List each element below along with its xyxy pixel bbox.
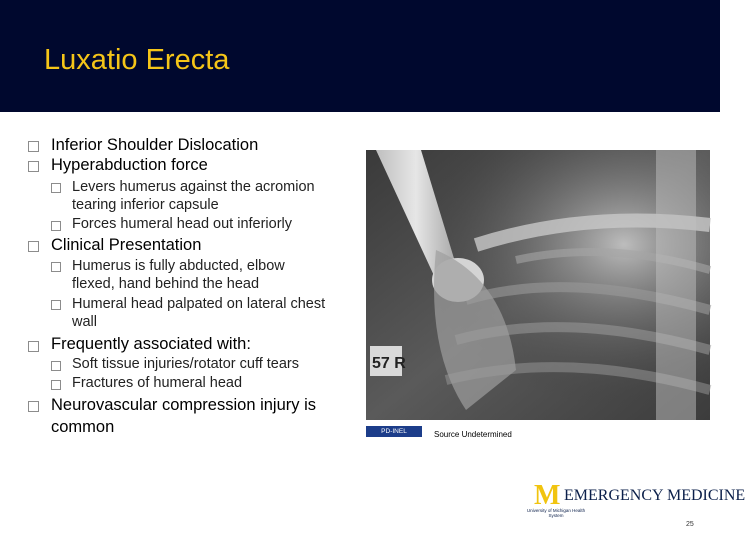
bullet-checkbox-icon [51, 361, 61, 371]
shoulder-xray-image [366, 150, 710, 420]
sub-bullet-item-continued: flexed, hand behind the head [72, 276, 260, 292]
bullet-checkbox-icon [51, 262, 61, 272]
bullet-item: Inferior Shoulder Dislocation [51, 136, 259, 154]
bullet-checkbox-icon [51, 221, 61, 231]
logo-subtitle: University of Michigan Health System [526, 508, 586, 518]
sub-bullet-item-continued: wall [72, 314, 97, 330]
bullet-item: Hyperabduction force [51, 156, 208, 174]
bullet-checkbox-icon [28, 161, 39, 172]
bullet-checkbox-icon [28, 241, 39, 252]
sub-bullet-item-continued: tearing inferior capsule [72, 197, 219, 213]
bullet-item-continued: common [51, 418, 115, 436]
logo-wordmark: EMERGENCY MEDICINE [564, 487, 745, 504]
sub-bullet-item: Soft tissue injuries/rotator cuff tears [72, 356, 300, 372]
public-domain-tag: PD-INEL [366, 426, 422, 437]
xray-illustration [366, 150, 710, 420]
logo-block-m: M [534, 480, 561, 511]
bullet-item: Clinical Presentation [51, 236, 202, 254]
bullet-item: Frequently associated with: [51, 335, 251, 353]
emergency-medicine-logo [524, 478, 745, 518]
page-number: 25 [686, 521, 694, 528]
sub-bullet-item: Humerus is fully abducted, elbow [72, 258, 285, 274]
sub-bullet-item: Levers humerus against the acromion [72, 179, 315, 195]
slide-title: Luxatio Erecta [44, 44, 230, 76]
sub-bullet-item: Fractures of humeral head [72, 375, 243, 391]
bullet-item: Neurovascular compression injury is [51, 396, 317, 414]
image-source-caption: Source Undetermined [434, 430, 512, 439]
bullet-checkbox-icon [28, 341, 39, 352]
sub-bullet-item: Forces humeral head out inferiorly [72, 216, 293, 232]
bullet-checkbox-icon [28, 141, 39, 152]
film-marker: 57 R [372, 355, 406, 372]
bullet-checkbox-icon [28, 401, 39, 412]
bullet-checkbox-icon [51, 300, 61, 310]
bullet-checkbox-icon [51, 183, 61, 193]
sub-bullet-item: Humeral head palpated on lateral chest [72, 296, 326, 312]
bullet-checkbox-icon [51, 380, 61, 390]
